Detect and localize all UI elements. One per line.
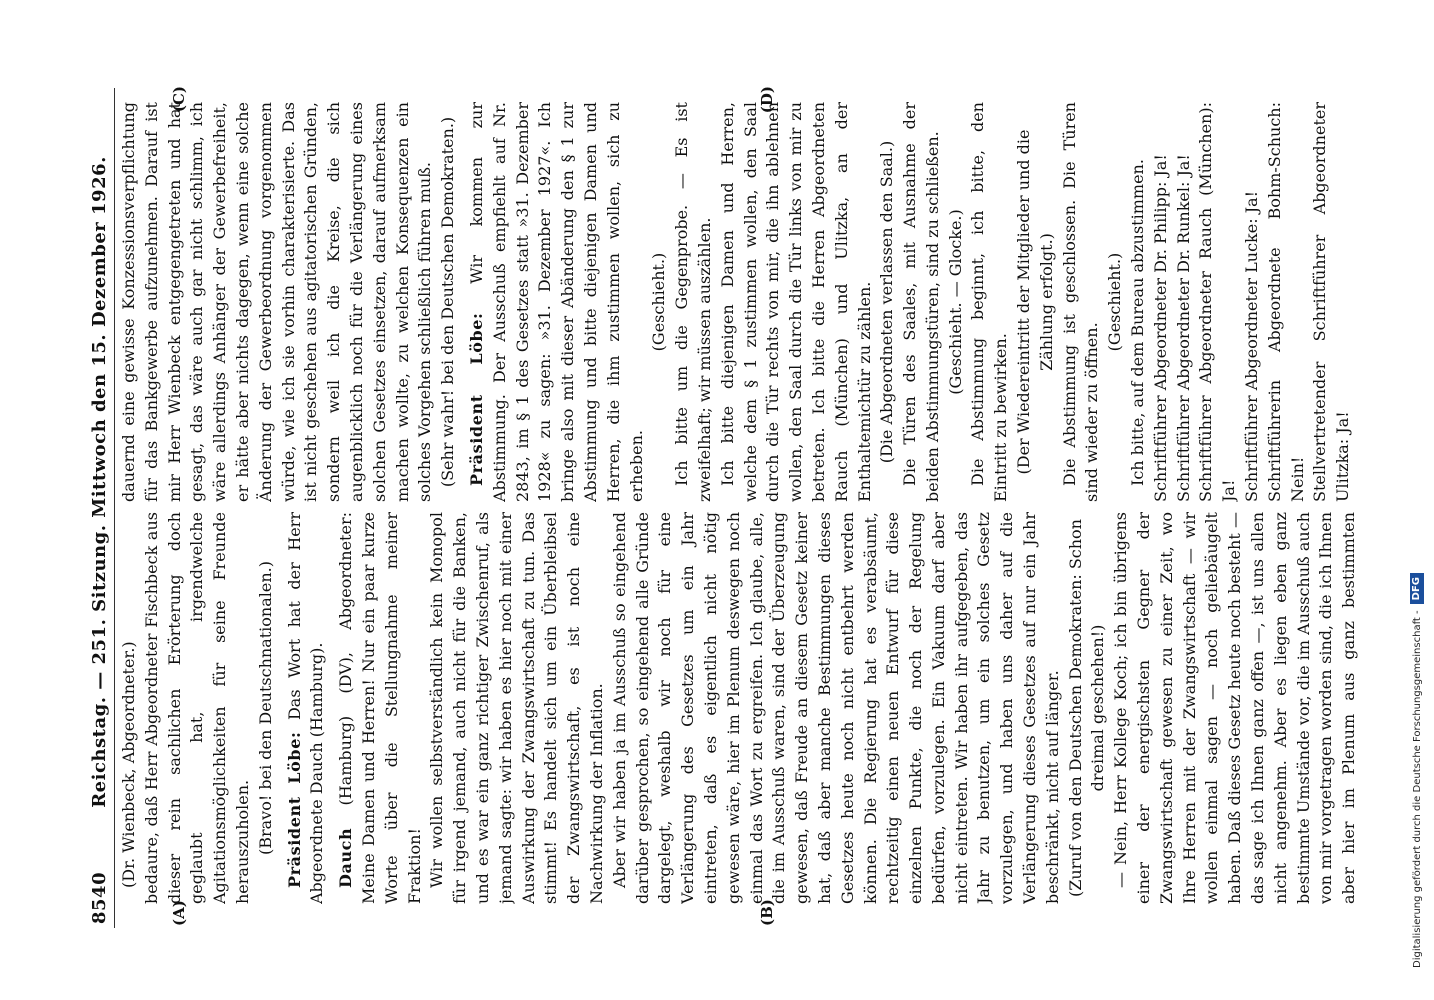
margin-marker-b: (B)	[758, 899, 776, 926]
speaker-name: Dauch	[336, 827, 356, 888]
stage-direction: (Die Abgeordneten verlassen den Saal.)	[877, 140, 897, 464]
text-paragraph: Die Türen des Saales, mit Ausnahme der beiden Abstimmungstüren, sind zu schließen.	[900, 102, 942, 502]
two-column-body	[118, 88, 1360, 928]
dfg-logo: DFG	[1410, 573, 1424, 604]
margin-marker-a: (A)	[170, 900, 188, 926]
text-paragraph: Die Abstimmung ist geschlossen. Die Türen sind wieder zu öffnen.	[1059, 102, 1102, 502]
stage-direction: (Geschieht.)	[649, 252, 669, 352]
margin-marker-c: (C)	[170, 86, 188, 113]
text-paragraph: Wir wollen selbstverständlich kein Monopol für irgend jemand, auch nicht für die Banken, und es war ein ganz richtiger Zwischenruf, als jemand sagte: wir haben es hier noch mit einer Auswirkung der Zwangswirtschaft zu tun. Das stimmt! Es handelt sich um ein Überbleibsel der Zwangswirtschaft, es ist noch eine Nachwirkung der Inflation.	[427, 512, 606, 904]
stage-direction: (Sehr wahr! bei den Deutschen Demokraten.)	[438, 116, 458, 488]
right-text-column	[118, 102, 1360, 502]
text-paragraph: Die Abstimmung beginnt, ich bitte, den Eintritt zu bewirken.	[968, 102, 1011, 502]
left-text-column	[118, 512, 1360, 904]
digitization-credit: Digitalisierung gefördert durch die Deutsche Forschungsgemeinschaft -	[1411, 610, 1423, 968]
speaker-name: Präsident Löbe:	[466, 312, 486, 486]
text-paragraph: Ich bitte, auf dem Bureau abzustimmen.	[1128, 159, 1148, 486]
text-paragraph: Stellvertretender Schriftführer Abgeordneter Ulitzka: Ja!	[1310, 102, 1353, 502]
speech-paragraph	[335, 512, 426, 904]
text-paragraph: (Dr. Wienbeck, Abgeordneter.)	[119, 641, 138, 888]
rotated-document-page	[70, 88, 1360, 928]
margin-marker-d: (D)	[758, 86, 776, 114]
stage-direction: (Geschieht. — Glocke.)	[945, 209, 965, 395]
text-paragraph: Ich bitte um die Gegenprobe. — Es ist zweifelhaft; wir müssen auszählen.	[672, 102, 714, 502]
speech-text: Das Wort hat der Herr Abgeordnete Dauch (Hamburg).	[284, 512, 327, 904]
stage-direction: (Der Wiedereintritt der Mitglieder und die Zählung erfolgt.)	[1014, 129, 1056, 475]
page-number: 8540	[89, 871, 110, 924]
stage-direction: (Zuruf von den Deutschen Demokraten: Schon dreimal geschehen!)	[1065, 519, 1108, 897]
text-paragraph: Schriftführer Abgeordneter Dr. Runkel: Ja!	[1173, 154, 1193, 502]
text-paragraph: Schriftführer Abgeordneter Lucke: Ja!	[1242, 190, 1262, 502]
speech-text: Wir kommen zur Abstimmung. Der Ausschuß empfiehlt auf Nr. 2843, im § 1 des Gesetzes statt »31. Dezember 1928« zu sagen: »31. Dezember 1927«. Ich bringe also mit dieser Abänderung den § 1 zur Abstimmung und bitte diejenigen Damen und Herren, die ihm zustimmen wollen, sich zu erheben.	[466, 102, 646, 502]
stage-direction: (Geschieht.)	[1105, 252, 1125, 352]
speaker-name: Präsident Löbe:	[284, 731, 304, 888]
speech-paragraph	[466, 102, 648, 502]
text-paragraph: Schriftführer Abgeordneter Dr. Philipp: Ja!	[1150, 154, 1170, 502]
text-paragraph: — Nein, Herr Kollege Koch; ich bin übrigens einer der energischsten Gegner der Zwangswirtschaft gewesen zu einer Zeit, wo Ihre Herren mit der Zwangswirtschaft — wir wollen einmal sagen — noch geliebäugelt haben. Daß dieses Gesetz heute noch besteht — das sage ich Ihnen ganz offen —, ist uns allen nicht angenehm. Aber es liegen eben ganz bestimmte Umstände vor, die im Ausschuß auch von mir vorgetragen worden sind, die ich Ihnen aber hier im Plenum aus ganz bestimmten	[1111, 512, 1359, 904]
text-paragraph: dauernd eine gewisse Konzessionsverpflichtung für das Bankgewerbe aufzunehmen. Darauf ist mir Herr Wienbeck entgegengetreten und hat gesagt, das wäre auch gar nicht schlimm, ich wäre allerdings Anhänger der Gewerbefreiheit, er hätte aber nichts dagegen, wenn eine solche Änderung der Gewerbeordnung vorgenommen würde, wie ich sie vorhin charakterisierte. Das ist nicht geschehen aus agitatorischen Gründen, sondern weil ich die Kreise, die sich augenblicklich noch für die Verlängerung eines solchen Gesetzes einsetzen, darauf aufmerksam machen wollte, zu welchen Konsequenzen ein solches Vorgehen schließlich führen muß.	[119, 102, 435, 502]
text-paragraph: Schriftführer Abgeordneter Rauch (München): Ja!	[1196, 102, 1239, 502]
text-paragraph: Ich bitte diejenigen Damen und Herren, welche dem § 1 zustimmen wollen, den Saal durch die Tür rechts von mir, die ihn ablehnen wollen, den Saal durch die Tür links von mir zu betreten. Ich bitte die Herren Abgeordneten Rauch (München) und Ulitzka, an der Enthaltemichtür zu zählen.	[717, 102, 874, 502]
page-header	[84, 88, 115, 928]
text-paragraph: Schriftführerin Abgeordnete Bohm-Schuch: Nein!	[1264, 102, 1307, 502]
digitization-note	[1408, 0, 1426, 968]
stage-direction: (Bravo! bei den Deutschnationalen.)	[255, 561, 275, 855]
text-paragraph: bedaure, daß Herr Abgeordneter Fischbeck aus dieser rein sachlichen Erörterung doch geglaubt hat, irgendwelche Agitationsmöglichkeiten für seine Freunde herauszuholen.	[141, 512, 252, 904]
speech-text: (Hamburg) (DV), Abgeordneter: Meine Damen und Herren! Nur ein paar kurze Worte über die Stellungnahme meiner Fraktion!	[336, 512, 424, 904]
text-paragraph: Aber wir haben ja im Ausschuß so eingehend darüber gesprochen, so eingehend alle Gründe dargelegt, weshalb wir noch für eine Verlängerung des Gesetzes um ein Jahr eintreten, daß es eigentlich nicht nötig gewesen wäre, hier im Plenum deswegen noch einmal das Wort zu ergreifen. Ich glaube, alle, die im Ausschuß waren, sind der Überzeugung gewesen, daß Freude an diesem Gesetz keiner hat, daß aber manche Bestimmungen dieses Gesetzes heute noch nicht entbehrt werden können. Die Regierung hat es verabsäumt, rechtzeitig einen neuen Entwurf für diese einzelnen Punkte, die noch der Regelung bedürfen, vorzulegen. Ein Vakuum darf aber nicht eintreten. Wir haben ihr aufgegeben, das Jahr zu benutzen, um ein solches Gesetz vorzulegen, und haben uns daher auf die Verlängerung dieses Gesetzes auf nur ein Jahr beschränkt, nicht auf länger.	[609, 512, 1062, 904]
page-running-title: Reichstag. — 251. Sitzung. Mittwoch den 15. Dezember 1926.	[89, 156, 110, 808]
speech-paragraph	[284, 512, 330, 904]
